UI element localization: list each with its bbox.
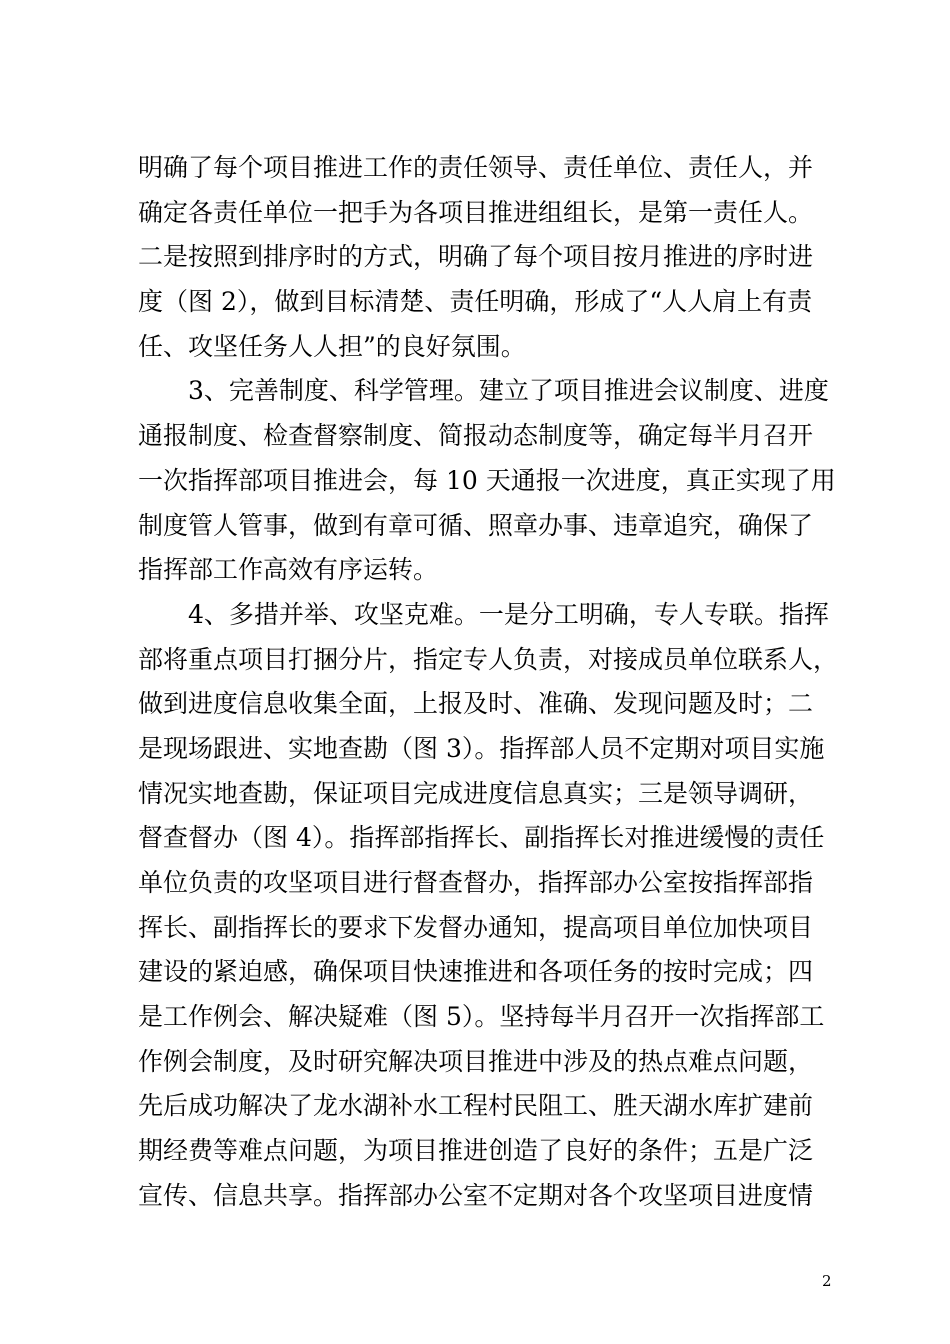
text-line: 情况实地查勘，保证项目完成进度信息真实；三是领导调研，	[138, 778, 814, 808]
text-line: 是工作例会、解决疑难（图 5）。坚持每半月召开一次指挥部工	[138, 1002, 825, 1032]
text-line: 部将重点项目打捆分片，指定专人负责，对接成员单位联系人，	[138, 644, 838, 674]
text-line: 做到进度信息收集全面，上报及时、准确、发现问题及时；二	[138, 689, 814, 719]
text-line: 3、完善制度、科学管理。建立了项目推进会议制度、进度	[138, 376, 829, 406]
text-line: 4、多措并举、攻坚克难。一是分工明确，专人专联。指挥	[138, 599, 829, 629]
text-line: 确定各责任单位一把手为各项目推进组组长，是第一责任人。	[138, 197, 814, 227]
text-line: 任、攻坚任务人人担”的良好氛围。	[138, 331, 526, 361]
text-line: 期经费等难点问题，为项目推进创造了良好的条件；五是广泛	[138, 1136, 814, 1166]
text-line: 制度管人管事，做到有章可循、照章办事、违章追究，确保了	[138, 510, 814, 540]
page-number: 2	[822, 1272, 832, 1290]
text-line: 挥长、副指挥长的要求下发督办通知，提高项目单位加快项目	[138, 912, 814, 942]
text-line: 督查督办（图 4）。指挥部指挥长、副指挥长对推进缓慢的责任	[138, 823, 825, 853]
text-line: 先后成功解决了龙水湖补水工程村民阻工、胜天湖水库扩建前	[138, 1091, 814, 1121]
text-line: 宣传、信息共享。指挥部办公室不定期对各个攻坚项目进度情	[138, 1180, 814, 1210]
text-line: 作例会制度，及时研究解决项目推进中涉及的热点难点问题，	[138, 1046, 814, 1076]
text-line: 度（图 2），做到目标清楚、责任明确，形成了“人人肩上有责	[138, 287, 813, 317]
text-line: 指挥部工作高效有序运转。	[138, 555, 439, 585]
text-line: 建设的紧迫感，确保项目快速推进和各项任务的按时完成；四	[138, 957, 814, 987]
text-line: 通报制度、检查督察制度、简报动态制度等，确定每半月召开	[138, 421, 814, 451]
text-line: 一次指挥部项目推进会，每 10 天通报一次进度，真正实现了用	[138, 465, 836, 495]
body-text	[138, 146, 838, 1219]
text-line: 是现场跟进、实地查勘（图 3）。指挥部人员不定期对项目实施	[138, 733, 825, 763]
text-line: 单位负责的攻坚项目进行督查督办，指挥部办公室按指挥部指	[138, 868, 814, 897]
text-line: 二是按照到排序时的方式，明确了每个项目按月推进的序时进	[138, 242, 814, 272]
text-line: 明确了每个项目推进工作的责任领导、责任单位、责任人，并	[138, 153, 814, 182]
